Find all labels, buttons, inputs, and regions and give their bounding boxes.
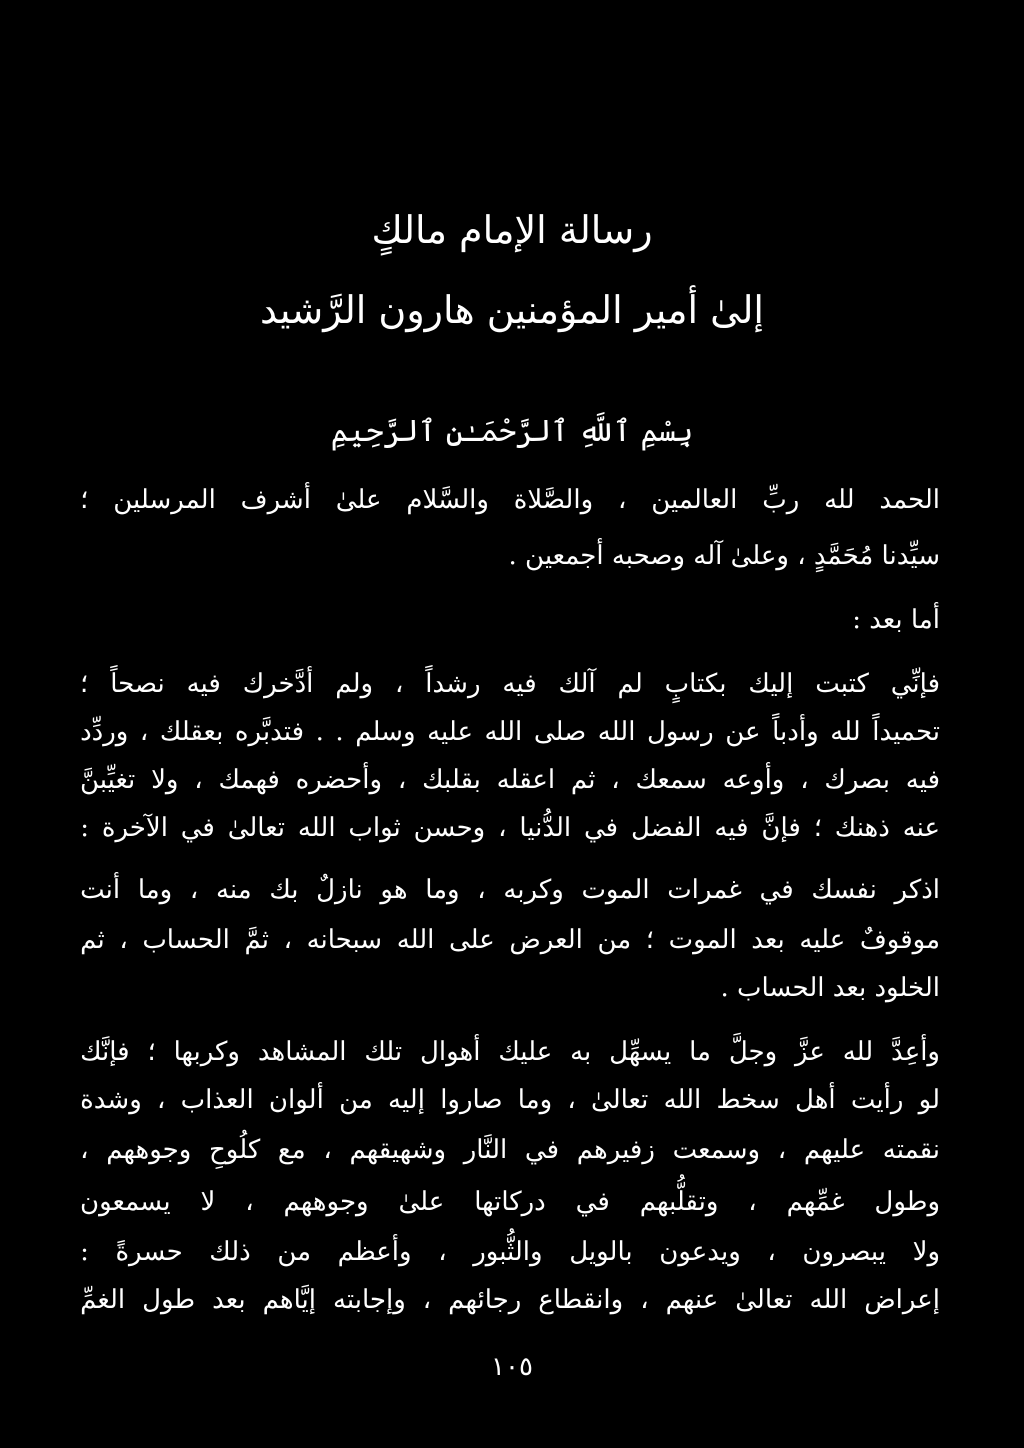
body-line-16: إعراض الله تعالىٰ عنهم ، وانقطاع رجائهم ، وإجابته إيَّاهم بعد طول الغمِّ — [80, 1285, 940, 1315]
letter-title-line-2: إلىٰ أمير المؤمنين هارون الرَّشيد — [259, 288, 764, 332]
body-line-15: ولا يبصرون ، ويدعون بالويل والثُّبور ، وأعظم من ذلك حسرةً : — [80, 1237, 940, 1267]
body-line-12: لو رأيت أهل سخط الله تعالىٰ ، وما صاروا إليه من ألوان العذاب ، وشدة — [80, 1085, 940, 1115]
body-line-11: وأعِدَّ لله عزَّ وجلَّ ما يسهِّل به عليك أهوال تلك المشاهد وكربها ؛ فإنَّك — [80, 1037, 940, 1067]
body-line-7: عنه ذهنك ؛ فإنَّ فيه الفضل في الدُّنيا ، وحسن ثواب الله تعالىٰ في الآخرة : — [80, 813, 940, 843]
body-line-9: موقوفٌ عليه بعد الموت ؛ من العرض على الله سبحانه ، ثمَّ الحساب ، ثم — [80, 925, 940, 955]
body-line-8: اذكر نفسك في غمرات الموت وكربه ، وما هو نازلٌ بك منه ، وما أنت — [80, 875, 940, 905]
body-line-13: نقمته عليهم ، وسمعت زفيرهم في النَّار وشهيقهم ، مع كلُوحِ وجوههم ، — [80, 1135, 940, 1165]
body-line-6: فيه بصرك ، وأوعه سمعك ، ثم اعقله بقلبك ، وأحضره فهمك ، ولا تغيِّبنَّ — [80, 765, 940, 795]
basmala: بِسْمِ ٱللَّهِ ٱلرَّحْمَـٰنِ ٱلرَّحِيمِ — [330, 414, 694, 449]
body-line-14: وطول غمِّهم ، وتقلُّبهم في دركاتها علىٰ وجوههم ، لا يسمعون — [80, 1187, 940, 1217]
body-line-10: الخلود بعد الحساب . — [720, 973, 940, 1003]
body-line-4: فإنِّي كتبت إليك بكتابٍ لم آلك فيه رشداً ، ولم أدَّخرك فيه نصحاً ؛ — [80, 669, 940, 699]
body-line-2: سيِّدنا مُحَمَّدٍ ، وعلىٰ آله وصحبه أجمعين . — [508, 541, 940, 571]
body-line-5: تحميداً لله وأدباً عن رسول الله صلى الله عليه وسلم . . فتدبَّره بعقلك ، وردِّد — [80, 717, 940, 747]
page-number: ١٠٥ — [491, 1352, 533, 1382]
body-line-1: الحمد لله ربِّ العالمين ، والصَّلاة والسَّلام علىٰ أشرف المرسلين ؛ — [80, 485, 940, 515]
body-line-3: أما بعد : — [852, 605, 940, 635]
letter-title-line-1: رسالة الإمام مالكٍ — [371, 208, 653, 252]
